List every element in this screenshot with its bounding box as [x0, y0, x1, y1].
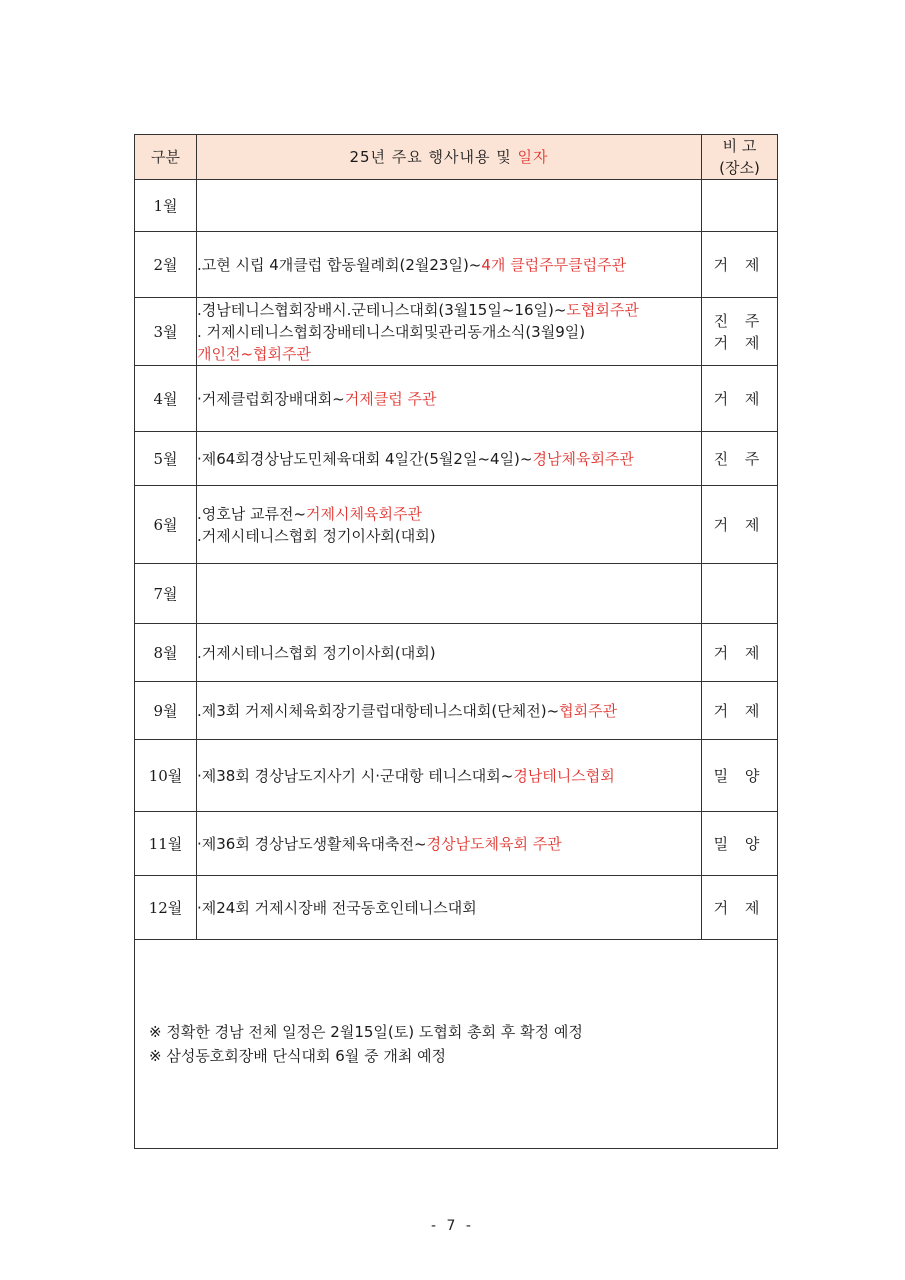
event-line: [197, 700, 701, 722]
schedule-table: [134, 134, 778, 1149]
event-text: ·제24회 거제시장배 전국동호인테니스대회: [197, 898, 477, 917]
event-cell: [197, 432, 702, 486]
event-organizer: 거제클럽 주관: [344, 389, 437, 408]
location-cell: [702, 180, 778, 232]
schedule-row: [135, 486, 778, 564]
month-cell: 3월: [135, 298, 197, 366]
header-row: [135, 135, 778, 180]
event-organizer: 거제시체육회주관: [306, 504, 422, 523]
location-text: 밀 양: [713, 766, 766, 785]
event-cell: [197, 740, 702, 812]
schedule-row: [135, 232, 778, 298]
notes-row: [135, 940, 778, 1149]
event-organizer: 경남체육회주관: [532, 449, 634, 468]
month-cell: 9월: [135, 682, 197, 740]
schedule-row: [135, 624, 778, 682]
event-cell: [197, 486, 702, 564]
location-cell: [702, 366, 778, 432]
event-cell: [197, 812, 702, 876]
event-line: [197, 254, 701, 276]
schedule-row: [135, 564, 778, 624]
event-text: ·제38회 경상남도지사기 시·군대항 테니스대회~: [197, 766, 514, 785]
event-cell: [197, 624, 702, 682]
event-line: [197, 448, 701, 470]
location-cell: [702, 682, 778, 740]
schedule-row: [135, 740, 778, 812]
event-line: [197, 897, 701, 919]
schedule-row: [135, 812, 778, 876]
event-organizer: 도협회주관: [566, 300, 639, 319]
location-cell: [702, 812, 778, 876]
schedule-row: [135, 876, 778, 940]
month-cell: 4월: [135, 366, 197, 432]
event-line: [197, 388, 701, 410]
event-line: [197, 343, 701, 365]
schedule-row: [135, 682, 778, 740]
location-text: 진 주: [713, 449, 766, 468]
location-text: 거 제: [713, 515, 766, 534]
schedule-row: [135, 366, 778, 432]
event-text: . 거제시테니스협회장배테니스대회및관리동개소식(3월9일): [197, 322, 586, 341]
event-organizer: 경남테니스협회: [513, 766, 615, 785]
note-item: ※ 정확한 경남 전체 일정은 2월15일(토) 도협회 총회 후 확정 예정: [149, 1023, 583, 1041]
month-cell: 1월: [135, 180, 197, 232]
location-cell: [702, 232, 778, 298]
location-text: 거 제: [713, 255, 766, 274]
event-cell: [197, 876, 702, 940]
event-cell: [197, 682, 702, 740]
event-text: ·거제클럽회장배대회~: [197, 389, 345, 408]
location-text: 거 제: [713, 389, 766, 408]
event-cell: [197, 180, 702, 232]
header-event-title-red: 일자: [517, 148, 549, 166]
event-line: [197, 525, 701, 547]
event-text: ·제36회 경상남도생활체육대축전~: [197, 834, 427, 853]
event-organizer: 협회주관: [559, 701, 618, 720]
event-line: [197, 503, 701, 525]
event-line: [197, 321, 701, 343]
location-cell: [702, 432, 778, 486]
location-cell: [702, 624, 778, 682]
header-remarks-line1: 비 고: [722, 137, 757, 155]
event-cell: [197, 564, 702, 624]
schedule-row: [135, 298, 778, 366]
event-organizer: 개인전~협회주관: [197, 344, 311, 363]
month-cell: 5월: [135, 432, 197, 486]
month-cell: 10월: [135, 740, 197, 812]
event-cell: [197, 232, 702, 298]
location-text: 거 제: [713, 643, 766, 662]
event-text: .영호남 교류전~: [197, 504, 307, 523]
schedule-rows: [135, 180, 778, 940]
event-organizer: 4개 클럽주무클럽주관: [481, 255, 627, 274]
location-cell: [702, 876, 778, 940]
event-text: .제3회 거제시체육회장기클럽대항테니스대회(단체전)~: [197, 701, 560, 720]
location-cell: [702, 564, 778, 624]
event-cell: [197, 366, 702, 432]
location-cell: [702, 486, 778, 564]
location-text: 거 제: [713, 701, 766, 720]
note-item: ※ 삼성동호회장배 단식대회 6월 중 개최 예정: [149, 1047, 447, 1065]
month-cell: 2월: [135, 232, 197, 298]
event-line: [197, 642, 701, 664]
page-number: - 7 -: [431, 1218, 474, 1234]
header-event-title: [197, 135, 702, 180]
month-cell: 6월: [135, 486, 197, 564]
month-cell: 12월: [135, 876, 197, 940]
month-cell: 11월: [135, 812, 197, 876]
event-text: .경남테니스협회장배시.군테니스대회(3월15일~16일)~: [197, 300, 567, 319]
event-line: [197, 833, 701, 855]
event-line: [197, 765, 701, 787]
event-organizer: 경상남도체육회 주관: [426, 834, 562, 853]
location-cell: [702, 740, 778, 812]
event-text: ·제64회경상남도민체육대회 4일간(5월2일~4일)~: [197, 449, 533, 468]
location-cell: [702, 298, 778, 366]
schedule-row: [135, 180, 778, 232]
location-text: 밀 양: [713, 834, 766, 853]
notes-cell: [135, 940, 778, 1149]
event-text: .거제시테니스협회 정기이사회(대회): [197, 526, 436, 545]
location-text: 거 제: [713, 898, 766, 917]
location-text: 진 주: [713, 311, 766, 330]
event-text: .고현 시립 4개클럽 합동월례회(2월23일)~: [197, 255, 482, 274]
location-text: 거 제: [713, 333, 766, 352]
event-cell: [197, 298, 702, 366]
event-text: .거제시테니스협회 정기이사회(대회): [197, 643, 436, 662]
month-cell: 8월: [135, 624, 197, 682]
schedule-row: [135, 432, 778, 486]
event-line: [197, 299, 701, 321]
header-remarks-line2: (장소): [719, 159, 760, 177]
header-event-title-main: 25년 주요 행사내용 및: [349, 148, 518, 166]
header-remarks: [702, 135, 778, 180]
header-category: 구분: [135, 135, 197, 180]
month-cell: 7월: [135, 564, 197, 624]
